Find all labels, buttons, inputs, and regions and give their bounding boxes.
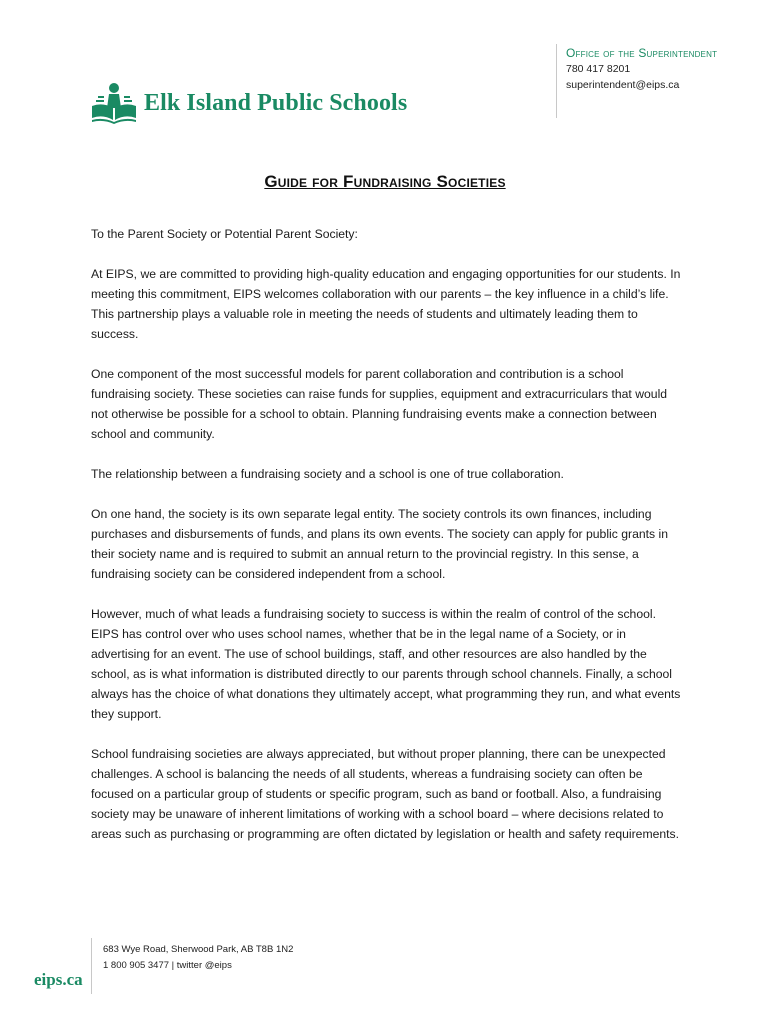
footer-website: eips.ca: [34, 970, 83, 989]
office-email: superintendent@eips.ca: [566, 79, 680, 91]
body-paragraph: At EIPS, we are committed to providing high-quality education and engaging opportunities for our students. In meeting this commitment, EIPS welcomes collaboration with our parents – the key influence in a child’s life. This partnership plays a valuable role in meeting the needs of students and ultimately leading them to success.: [91, 267, 681, 341]
footer-address-block: [103, 942, 293, 974]
footer-contact: 1 800 905 3477 | twitter @eips: [103, 960, 232, 971]
body-paragraph: School fundraising societies are always appreciated, but without proper planning, there can be unexpected challenges. A school is balancing the needs of all students, whereas a fundraising society can often be focused on a particular group of students or specific program, such as band or football. Also, a fundraising society may be unaware of inherent limitations of working with a school board – where decisions related to areas such as purchasing or programming are often dictated by legislation or health and safety requirements.: [91, 747, 680, 841]
document-title: Guide for Fundraising Societies: [264, 172, 506, 191]
body-paragraph: However, much of what leads a fundraising society to success is within the realm of control of the school. EIPS has control over who uses school names, whether that be in the legal name of a Society, or in advertising for an event. The use of school buildings, staff, and other resources are also handled by the school, as is what information is distributed directly to our parents through school channels. Finally, a school always has the choice of what donations they ultimately accept, what programming they run, and what events they support.: [91, 607, 681, 721]
footer-address: 683 Wye Road, Sherwood Park, AB T8B 1N2: [103, 944, 294, 955]
school-name: Elk Island Public Schools: [144, 89, 408, 116]
office-title: Office of the Superintendent: [566, 46, 718, 60]
body-paragraph: One component of the most successful models for parent collaboration and contribution is a school fundraising society. These societies can raise funds for supplies, equipment and extracurriculars that would not otherwise be possible for a school to obtain. Planning fundraising events make a connection between school and community.: [91, 367, 668, 441]
school-logo: [90, 82, 407, 124]
salutation: To the Parent Society or Potential Parent Society:: [91, 227, 358, 241]
document-body: [91, 224, 683, 864]
body-paragraph: The relationship between a fundraising society and a school is one of true collaboration.: [91, 467, 564, 481]
header-divider: [556, 44, 557, 118]
body-paragraph: On one hand, the society is its own separate legal entity. The society controls its own finances, including purchases and disbursements of funds, and plans its own events. The society can apply for public grants in their society name and is required to submit an annual return to the provincial registry. In this sense, a fundraising society can be considered independent from a school.: [91, 507, 668, 581]
office-phone: 780 417 8201: [566, 63, 631, 75]
footer-divider: [91, 938, 92, 994]
office-contact-block: [566, 45, 717, 93]
eips-logo-icon: [90, 82, 138, 124]
